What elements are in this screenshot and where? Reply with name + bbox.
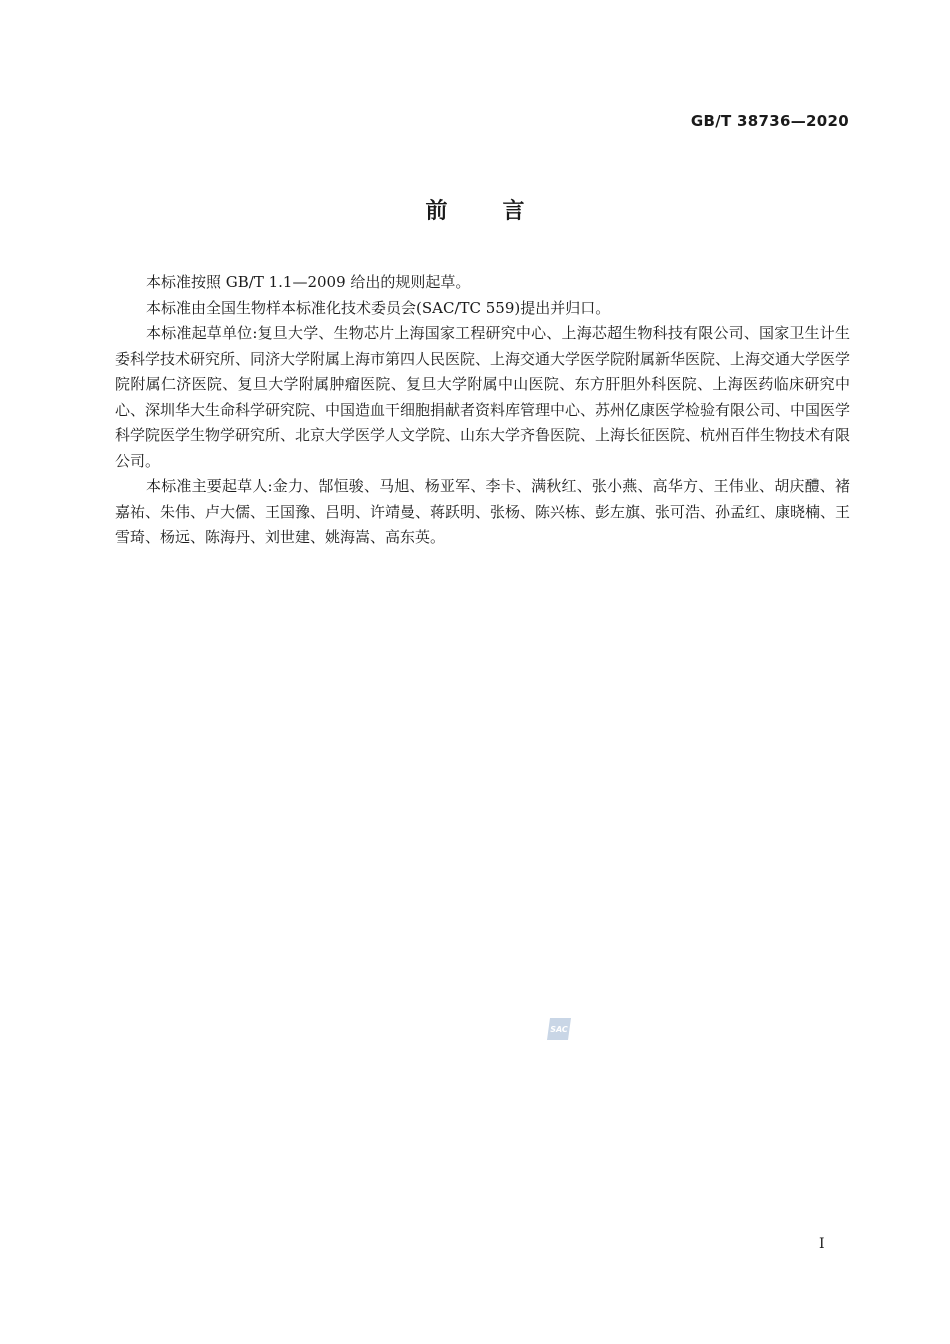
svg-text:SAC: SAC bbox=[550, 1025, 568, 1034]
page-number: I bbox=[819, 1236, 825, 1252]
body-text bbox=[115, 270, 850, 551]
paragraph-drafting-rules: 本标准按照 GB/T 1.1—2009 给出的规则起草。 bbox=[146, 273, 471, 291]
paragraph-drafting-units: 本标准起草单位:复旦大学、生物芯片上海国家工程研究中心、上海芯超生物科技有限公司、国家卫生计生委科学技术研究所、同济大学附属上海市第四人民医院、上海交通大学医学院附属新华医院、上海交通大学医学院附属仁济医院、复旦大学附属肿瘤医院、复旦大学附属中山医院、东方肝胆外科医院、上海医药临床研究中心、深圳华大生命科学研究院、中国造血干细胞捐献者资料库管理中心、苏州亿康医学检验有限公司、中国医学科学院医学生物学研究所、北京大学医学人文学院、山东大学齐鲁医院、上海长征医院、杭州百伴生物技术有限公司。 bbox=[115, 324, 851, 470]
paragraph-proposer: 本标准由全国生物样本标准化技术委员会(SAC/TC 559)提出并归口。 bbox=[146, 298, 611, 317]
sac-watermark-logo bbox=[546, 1017, 572, 1041]
section-title: 前言 bbox=[425, 199, 580, 224]
paragraph-main-drafters: 本标准主要起草人:金力、郜恒骏、马旭、杨亚军、李卡、满秋红、张小燕、高华方、王伟业、胡庆醴、褚嘉祐、朱伟、卢大儒、王国豫、吕明、许靖曼、蒋跃明、张杨、陈兴栋、彭左旗、张可浩、孙孟红、康晓楠、王雪琦、杨远、陈海丹、刘世建、姚海嵩、高东英。 bbox=[115, 477, 851, 546]
standard-number: GB/T 38736—2020 bbox=[690, 112, 849, 130]
